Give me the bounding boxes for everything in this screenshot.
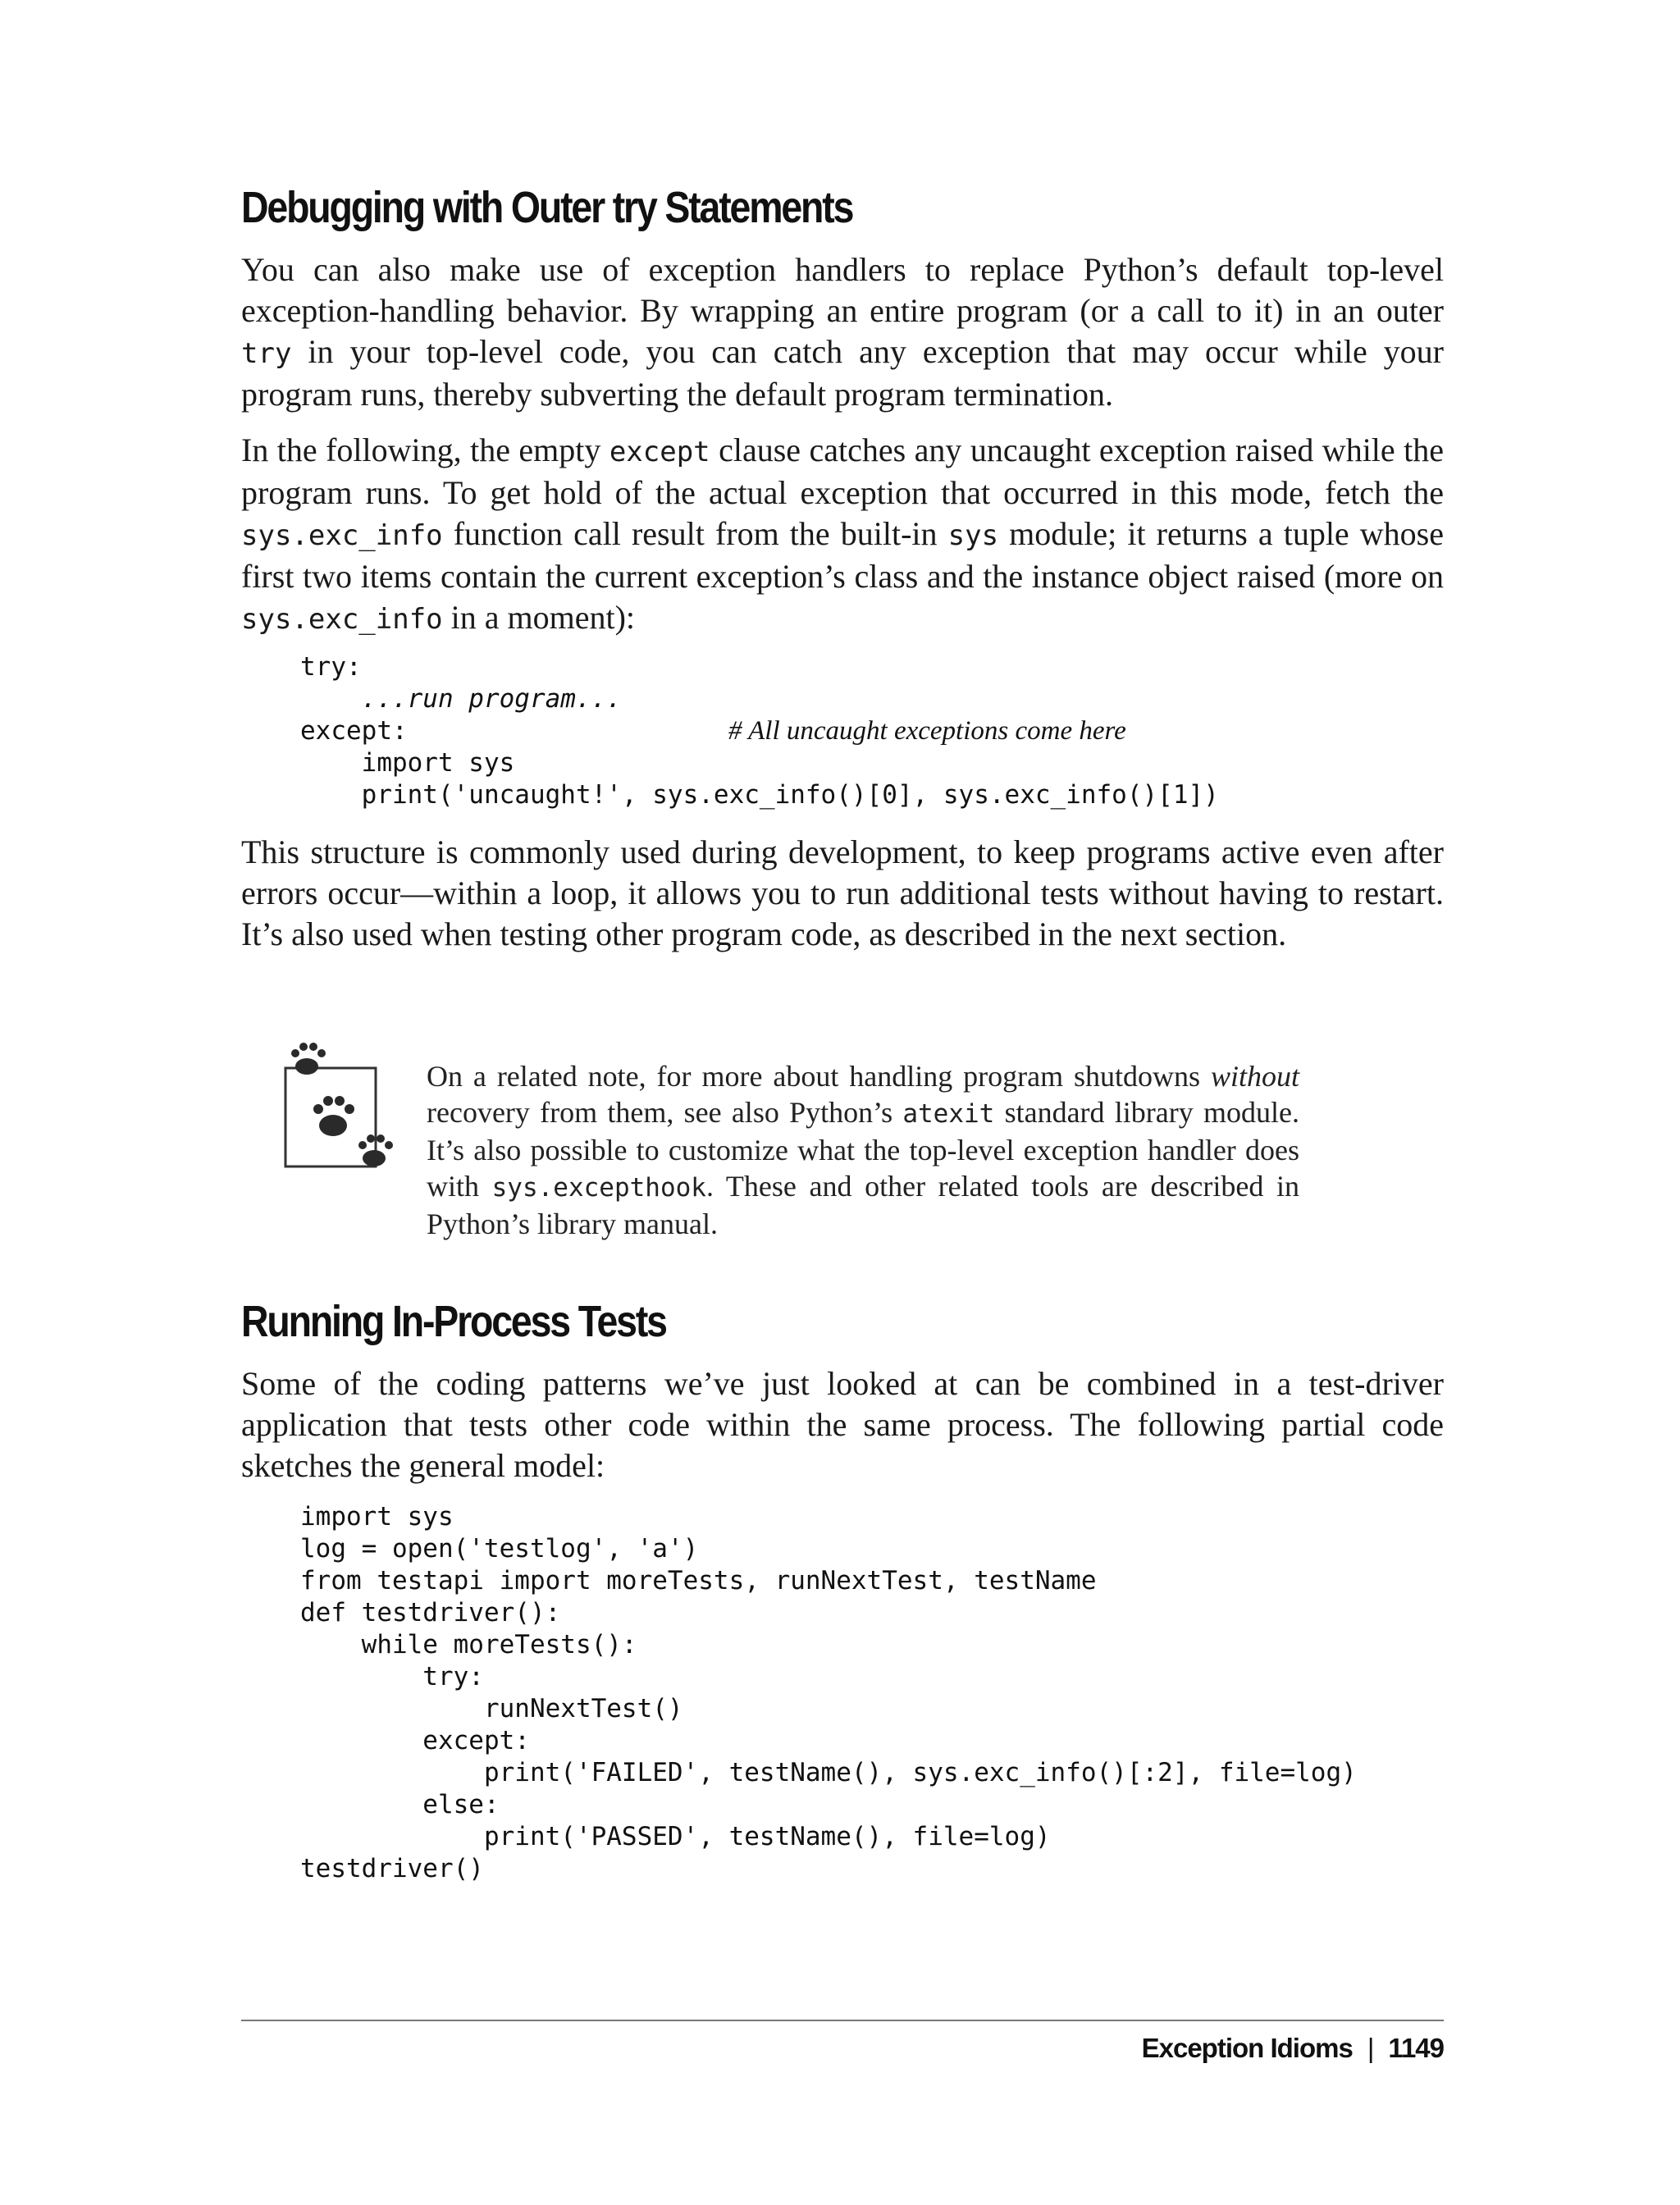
inline-code: try [241, 337, 292, 370]
paragraph-except-clause [241, 430, 1444, 640]
text-run: standard library module. It’s also possible to customize what the top-level exception handler does with [427, 1096, 1299, 1203]
inline-code: sys.excepthook [491, 1173, 706, 1203]
text-run: clause catches any uncaught exception raised while the program runs. To get hold of the actual exception that occurred in this mode, fetch the [241, 431, 1444, 511]
paw-print-note-icon [279, 1035, 402, 1176]
text-run: module; it returns a tuple whose first two items contain the current exception’s class and the instance object raised (more on [241, 515, 1444, 595]
paragraph-test-driver: Some of the coding patterns we’ve just looked at can be combined in a test-driver application that tests other code within the same process. The following partial code sketches the general model: [241, 1365, 1444, 1484]
emphasis: without [1210, 1060, 1299, 1093]
inline-code: sys.exc_info [241, 603, 443, 636]
note-box [427, 1058, 1299, 1242]
inline-code: except [609, 436, 710, 468]
code-line: import sys [300, 748, 515, 778]
code-line: except: [300, 716, 408, 746]
code-comment: # All uncaught exceptions come here [728, 716, 1126, 746]
section-heading-in-process-tests: Running In-Process Tests [241, 1297, 666, 1346]
section-heading-outer-try: Debugging with Outer try Statements [241, 183, 853, 232]
text-run: On a related note, for more about handling program shutdowns [427, 1060, 1211, 1093]
footer-chapter-title: Exception Idioms [1141, 2033, 1353, 2063]
inline-code: atexit [902, 1099, 995, 1129]
text-run: function call result from the built-in [442, 515, 948, 552]
text-run: in a moment): [442, 599, 636, 636]
code-line: print('uncaught!', sys.exc_info()[0], sys.exc_info()[1]) [300, 780, 1219, 810]
code-line: ...run program... [300, 684, 622, 714]
text-run: You can also make use of exception handlers to replace Python’s default top-level exception-handling behavior. By wrapping an entire program (or a call to it) in an outer [241, 251, 1444, 329]
note-text [427, 1058, 1299, 1242]
code-block-testdriver: import sys log = open('testlog', 'a') from testapi import moreTests, runNextTest, testName def testdriver(): while moreTests(): try: runNextTest() except: print('FAILED', testName(), sys.exc_info()[:2], file=log) else: print('PASSED', testName(), file=log) testdriver() [300, 1502, 1357, 1883]
running-footer [1142, 2033, 1444, 2064]
code-line: try: [300, 652, 362, 682]
inline-code: sys [947, 519, 999, 552]
paragraph-structure-usage: This structure is commonly used during development, to keep programs active even after errors occur—within a loop, it allows you to run additional tests without having to restart. It’s also used when testing other program code, as described in the next section. [241, 833, 1444, 952]
text-run: In the following, the empty [241, 431, 609, 468]
inline-code: sys.exc_info [241, 519, 443, 552]
page-number: 1149 [1388, 2033, 1444, 2063]
text-run: . These and other related tools are described in Python’s library manual. [427, 1170, 1300, 1240]
footer-rule [241, 2020, 1444, 2021]
text-run: recovery from them, see also Python’s [427, 1096, 903, 1129]
text-run: in your top-level code, you can catch any exception that may occur while your program runs, thereby subverting the default program termination. [241, 333, 1444, 413]
footer-separator: | [1367, 2033, 1374, 2063]
paragraph-outer-try-intro [241, 249, 1444, 415]
code-block-outer-try [300, 651, 1367, 811]
